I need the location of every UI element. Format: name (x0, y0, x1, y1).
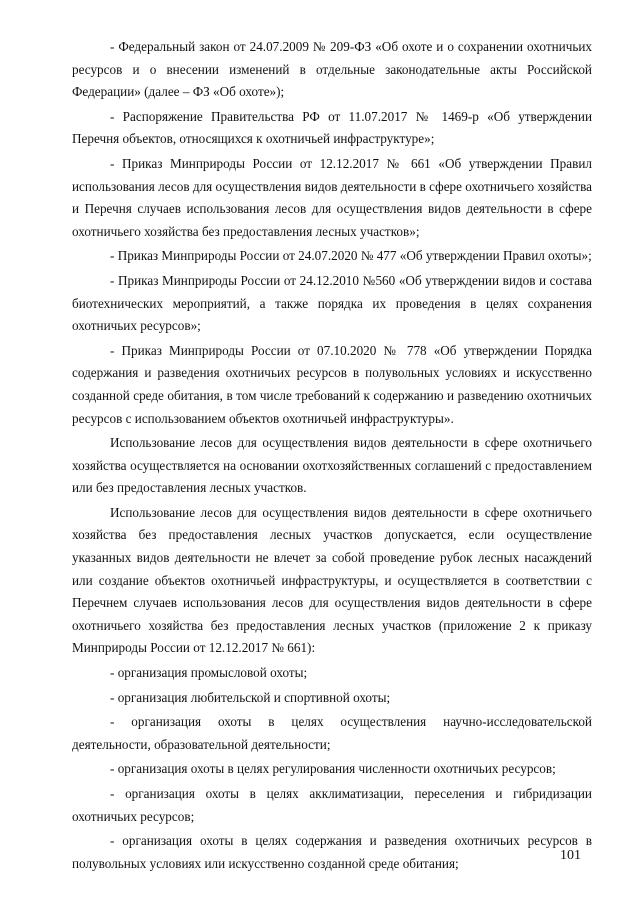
paragraph: - организация охоты в целях акклиматизации, переселения и гибридизации охотничьих ресурсов; (72, 786, 592, 824)
paragraph: Использование лесов для осуществления видов деятельности в сфере охотничьего хозяйства осуществляется на основании охотхозяйственных соглашений с предоставлением или без предоставления лесных участков. (72, 435, 592, 496)
paragraph: - Приказ Минприроды России от 12.12.2017 № 661 «Об утверждении Правил использования лесов для осуществления видов деятельности в сфере охотничьего хозяйства и Перечня случаев использования лесов для осуществления видов деятельности в сфере охотничьего хозяйства без предоставления лесных участков»; (72, 155, 592, 239)
paragraph: - Федеральный закон от 24.07.2009 № 209-ФЗ «Об охоте и о сохранении охотничьих ресурсов и о внесении изменений в отдельные законодательные акты Российской Федерации» (далее – ФЗ «Об охоте»); (72, 39, 592, 100)
paragraph: - организация промысловой охоты; (110, 665, 308, 681)
paragraph: - Распоряжение Правительства РФ от 11.07.2017 № 1469-р «Об утверждении Перечня объектов, относящихся к охотничьей инфраструктуре»; (72, 108, 592, 147)
paragraph: - организация охоты в целях осуществления научно-исследовательской деятельности, образовательной деятельности; (72, 714, 592, 752)
paragraph: - Приказ Минприроды России от 07.10.2020 № 778 «Об утверждении Порядка содержания и разведения охотничьих ресурсов в полувольных условиях и искусственно созданной среде обитания, в том числе требований к содержанию и разведению охотничьих ресурсов с использованием объектов охотничьей инфраструктуры». (72, 342, 592, 426)
paragraph: - Приказ Минприроды России от 24.07.2020 № 477 «Об утверждении Правил охоты»; (110, 248, 592, 264)
paragraph: Использование лесов для осуществления видов деятельности в сфере охотничьего хозяйства без предоставления лесных участков допускается, если осуществление указанных видов деятельности не влечет за собой проведение рубок лесных насаждений или создание объектов охотничьей инфраструктуры, и осуществляется в соответствии с Перечнем случаев использования лесов для осуществления видов деятельности в сфере охотничьего хозяйства без предоставления лесных участков (приложение 2 к приказу Минприроды России от 12.12.2017 № 661): (72, 504, 592, 656)
paragraph: - организация охоты в целях регулирования численности охотничьих ресурсов; (110, 761, 556, 777)
document-body (72, 36, 592, 877)
page-number: 101 (560, 848, 581, 863)
paragraph: - организация охоты в целях содержания и разведения охотничьих ресурсов в полувольных условиях или искусственно созданной среде обитания; (72, 833, 592, 871)
paragraph: - организация любительской и спортивной охоты; (110, 689, 391, 705)
paragraph: - Приказ Минприроды России от 24.12.2010 №560 «Об утверждении видов и состава биотехнических мероприятий, а также порядка их проведения в целях сохранения охотничьих ресурсов»; (72, 272, 592, 334)
